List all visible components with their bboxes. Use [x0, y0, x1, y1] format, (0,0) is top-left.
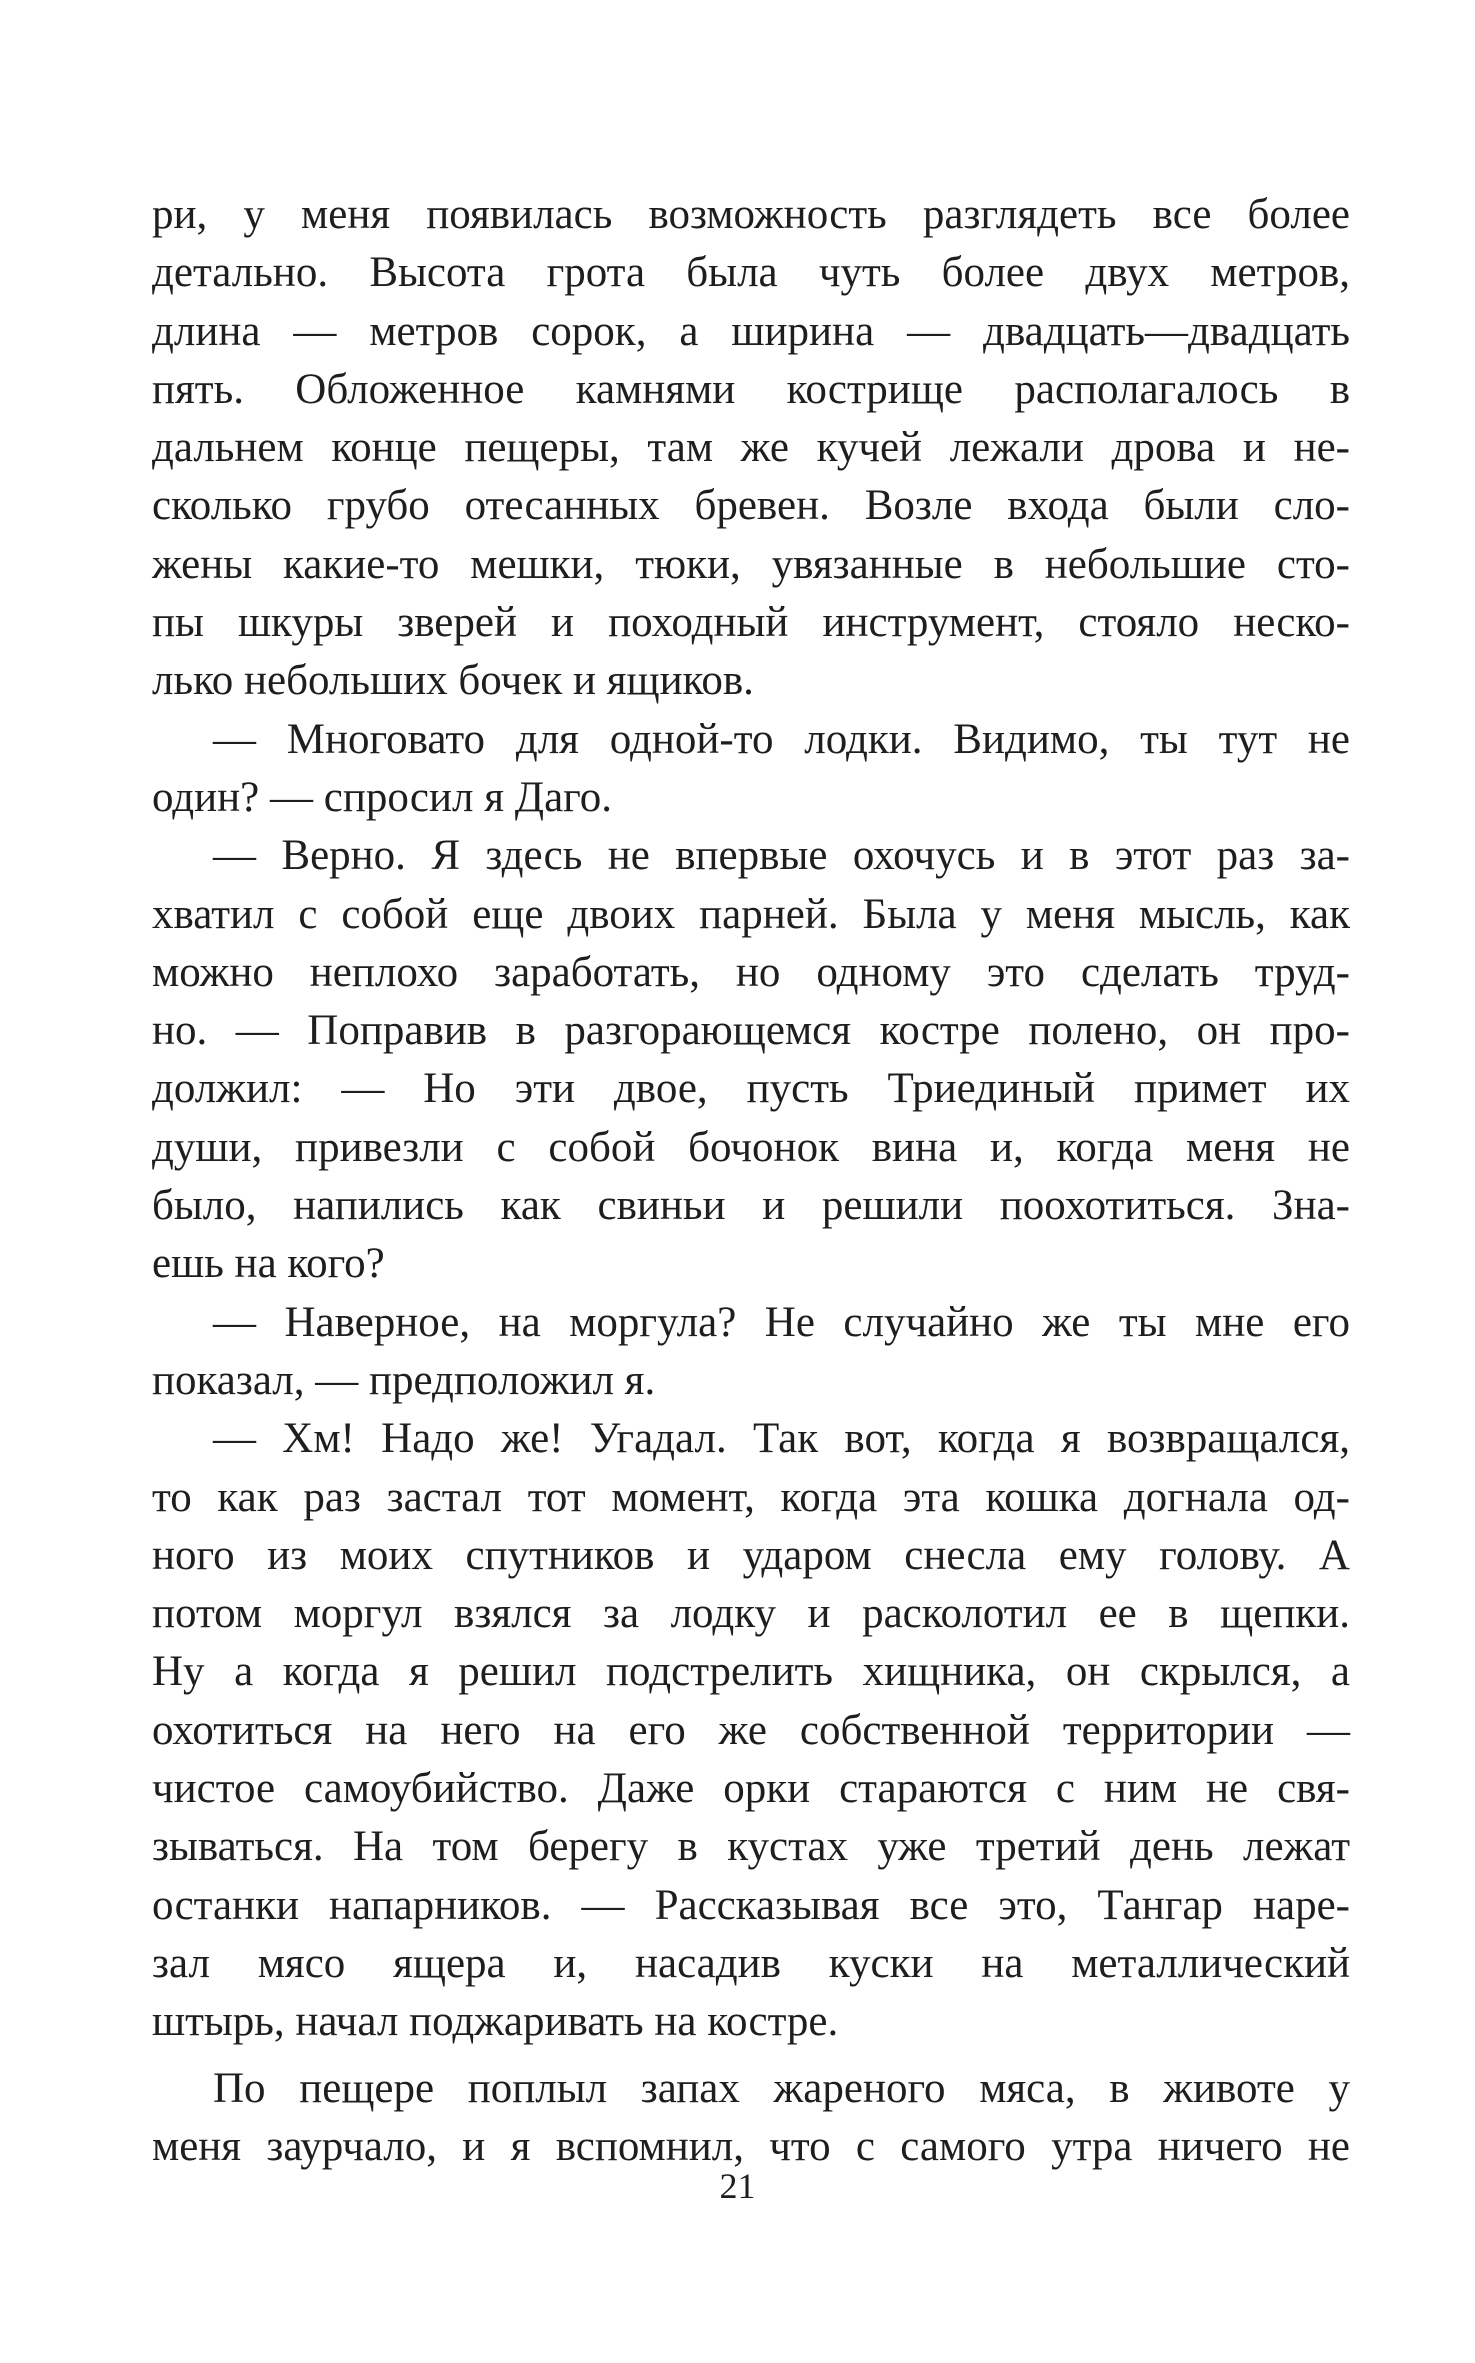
text-line: длина — метров сорок, а ширина — двадцать—двадцать	[152, 307, 1350, 355]
text-line: то как раз застал тот момент, когда эта кошка догнала од-	[152, 1473, 1350, 1521]
text-line: пы шкуры зверей и походный инструмент, стояло неско-	[152, 599, 1350, 647]
text-line: ного из моих спутников и ударом снесла ему голову. А	[152, 1531, 1350, 1579]
text-line: ри, у меня появилась возможность разглядеть все более	[152, 191, 1350, 238]
text-line: души, привезли с собой бочонок вина и, когда меня не	[152, 1123, 1350, 1171]
text-line: один? — спросил я Даго.	[152, 773, 612, 821]
text-line: останки напарников. — Рассказывая все это, Тангар наре-	[152, 1881, 1350, 1929]
text-line: штырь, начал поджаривать на костре.	[152, 1998, 839, 2046]
text-line: пять. Обложенное камнями кострище располагалось в	[152, 365, 1350, 413]
text-line: было, напились как свиньи и решили поохотиться. Зна-	[152, 1182, 1350, 1230]
text-line: чистое самоубийство. Даже орки стараются с ним не свя-	[152, 1765, 1350, 1813]
text-line: жены какие-то мешки, тюки, увязанные в небольшие сто-	[152, 540, 1350, 588]
text-line: охотиться на него на его же собственной территории —	[152, 1706, 1350, 1754]
text-line: ешь на кого?	[152, 1240, 385, 1288]
text-line: детально. Высота грота была чуть более двух метров,	[152, 249, 1350, 297]
text-line: — Многовато для одной-то лодки. Видимо, ты тут не	[213, 715, 1350, 763]
text-line: — Наверное, на моргула? Не случайно же ты мне его	[213, 1298, 1350, 1346]
text-line: но. — Поправив в разгорающемся костре полено, он про-	[152, 1007, 1350, 1055]
page-number: 21	[719, 2166, 756, 2206]
paragraph-gap	[152, 2052, 1350, 2060]
text-line: сколько грубо отесанных бревен. Возле входа были сло-	[152, 482, 1350, 530]
text-line: должил: — Но эти двое, пусть Триединый примет их	[152, 1065, 1350, 1113]
body-text	[152, 186, 1350, 2176]
text-line: показал, — предположил я.	[152, 1356, 656, 1404]
text-line: зываться. На том берегу в кустах уже третий день лежат	[152, 1823, 1350, 1871]
text-line: зал мясо ящера и, насадив куски на металлический	[152, 1939, 1350, 1987]
text-line: — Хм! Надо же! Угадал. Так вот, когда я возвращался,	[213, 1415, 1350, 1463]
text-line: Ну а когда я решил подстрелить хищника, он скрылся, а	[152, 1648, 1350, 1696]
text-line: лько небольших бочек и ящиков.	[152, 657, 754, 705]
text-line: можно неплохо заработать, но одному это сделать труд-	[152, 948, 1350, 996]
text-line: По пещере поплыл запах жареного мяса, в животе у	[213, 2064, 1350, 2112]
text-line: хватил с собой еще двоих парней. Была у меня мысль, как	[152, 890, 1350, 938]
text-line: — Верно. Я здесь не впервые охочусь и в этот раз за-	[213, 832, 1350, 880]
text-line: меня заурчало, и я вспомнил, что с самого утра ничего не	[152, 2122, 1350, 2170]
text-line: потом моргул взялся за лодку и расколотил ее в щепки.	[152, 1590, 1350, 1638]
text-line: дальнем конце пещеры, там же кучей лежали дрова и не-	[152, 424, 1350, 472]
